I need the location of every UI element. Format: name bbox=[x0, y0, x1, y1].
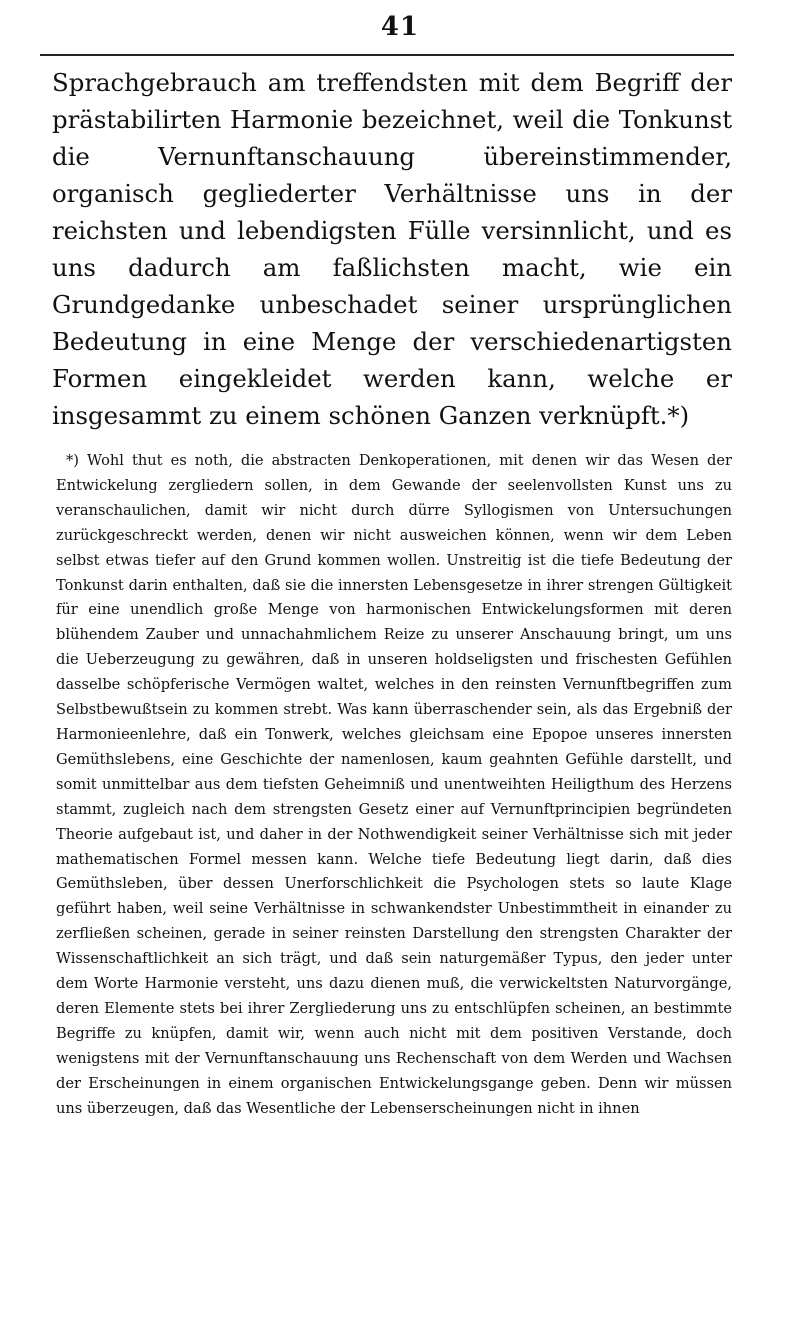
main-paragraph: Sprachgebrauch am treffendsten mit dem Begriff der prästabilirten Harmonie bezeichnet, weil die Tonkunst die Vernunftanschauung übereinstimmender, organisch gegliederter Verhältnisse uns in der reichsten und lebendigsten Fülle versinnlicht, und es uns dadurch am faßlichsten macht, wie ein Grundgedanke unbeschadet seiner ursprünglichen Bedeutung in eine Menge der verschiedenartigsten Formen eingekleidet werden kann, welche er insgesammt zu einem schönen Ganzen verknüpft.*) bbox=[52, 68, 732, 430]
page-number: 41 bbox=[380, 12, 420, 42]
main-text-block bbox=[52, 64, 732, 434]
footnote-block bbox=[56, 449, 732, 1121]
header-rule bbox=[40, 54, 734, 56]
footnote-paragraph: *) Wohl thut es noth, die abstracten Denkoperationen, mit denen wir das Wesen der Entwickelung zergliedern sollen, in dem Gewande der seelenvollsten Kunst uns zu veranschaulichen, damit wir nicht durch dürre Syllogismen von Untersuchungen zurückgeschreckt werden, denen wir nicht ausweichen können, wenn wir dem Leben selbst etwas tiefer auf den Grund kommen wollen. Unstreitig ist die tiefe Bedeutung der Tonkunst darin enthalten, daß sie die innersten Lebensgesetze in ihrer strengen Gültigkeit für eine unendlich große Menge von harmonischen Entwickelungsformen mit deren blühendem Zauber und unnachahmlichem Reize zu unserer Anschauung bringt, um uns die Ueberzeugung zu gewähren, daß in unseren holdseligsten und frischesten Gefühlen dasselbe schöpferische Vermögen waltet, welches in den reinsten Vernunftbegriffen zum Selbstbewußtsein zu kommen strebt. Was kann überraschender sein, als das Ergebniß der Harmonieenlehre, daß ein Tonwerk, welches gleichsam eine Epopoe unseres innersten Gemüthslebens, eine Geschichte der namenlosen, kaum geahnten Gefühle darstellt, und somit unmittelbar aus dem tiefsten Geheimniß und unentweihten Heiligthum des Herzens stammt, zugleich nach dem strengsten Gesetz einer auf Vernunftprincipien begründeten Theorie aufgebaut ist, und daher in der Nothwendigkeit seiner Verhältnisse sich mit jeder mathematischen Formel messen kann. Welche tiefe Bedeutung liegt darin, daß dies Gemüthsleben, über dessen Unerforschlichkeit die Psychologen stets so laute Klage geführt haben, weil seine Verhältnisse in schwankendster Unbestimmtheit in einander zu zerfließen scheinen, gerade in seiner reinsten Darstellung den strengsten Charakter der Wissenschaftlichkeit an sich trägt, und daß sein naturgemäßer Typus, den jeder unter dem Worte Harmonie versteht, uns dazu dienen muß, die verwickeltsten Naturvorgänge, deren Elemente stets bei ihrer Zergliederung uns zu entschlüpfen scheinen, an bestimmte Begriffe zu knüpfen, damit wir, wenn auch nicht mit dem positiven Verstande, doch wenigstens mit der Vernunftanschauung uns Rechenschaft von dem Werden und Wachsen der Erscheinungen in einem organischen Entwickelungsgange geben. Denn wir müssen uns überzeugen, daß das Wesentliche der Lebenserscheinungen nicht in ihnen bbox=[56, 452, 732, 1117]
